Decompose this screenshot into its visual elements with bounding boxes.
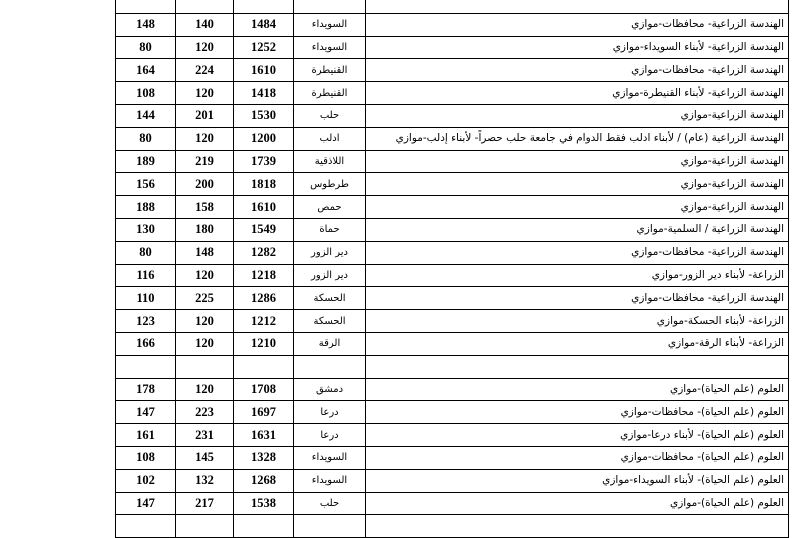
section-separator-row xyxy=(116,355,789,378)
total-score-cell: 1200 xyxy=(234,127,294,150)
total-score-cell: 1549 xyxy=(234,218,294,241)
city-cell: دير الزور xyxy=(294,241,366,264)
total-score-cell: 1610 xyxy=(234,196,294,219)
table-row xyxy=(116,196,789,219)
city-cell: حمص xyxy=(294,196,366,219)
min-score-cell: 123 xyxy=(116,310,176,333)
seats-cell: 223 xyxy=(176,401,234,424)
min-score-cell: 189 xyxy=(116,150,176,173)
program-cell: الهندسة الزراعية- محافظات-موازي xyxy=(366,59,789,82)
seats-cell: 120 xyxy=(176,378,234,401)
min-score-cell: 147 xyxy=(116,401,176,424)
program-cell: الهندسة الزراعية-موازي xyxy=(366,173,789,196)
program-cell: العلوم (علم الحياة)-موازي xyxy=(366,378,789,401)
table-row xyxy=(116,127,789,150)
program-cell xyxy=(366,355,789,378)
seats-cell: 120 xyxy=(176,82,234,105)
min-score-cell: 80 xyxy=(116,127,176,150)
program-cell: الهندسة الزراعية (عام) / لأبناء ادلب فقط الدوام في جامعة حلب حصراً- لأبناء إدلب-موازي xyxy=(366,127,789,150)
total-score-cell xyxy=(234,0,294,13)
program-cell: الهندسة الزراعية-موازي xyxy=(366,196,789,219)
min-score-cell: 80 xyxy=(116,241,176,264)
city-cell xyxy=(294,515,366,538)
seats-cell: 140 xyxy=(176,13,234,36)
min-score-cell: 130 xyxy=(116,218,176,241)
total-score-cell: 1328 xyxy=(234,446,294,469)
table-row xyxy=(116,287,789,310)
program-cell: العلوم (علم الحياة)-موازي xyxy=(366,492,789,515)
table-row xyxy=(116,218,789,241)
seats-cell: 201 xyxy=(176,104,234,127)
program-cell: الهندسة الزراعية- محافظات-موازي xyxy=(366,287,789,310)
program-cell: الزراعة- لأبناء الرقة-موازي xyxy=(366,332,789,355)
city-cell: طرطوس xyxy=(294,173,366,196)
min-score-cell xyxy=(116,0,176,13)
table-row xyxy=(116,104,789,127)
min-score-cell: 144 xyxy=(116,104,176,127)
table-row xyxy=(116,401,789,424)
program-cell: العلوم (علم الحياة)- محافظات-موازي xyxy=(366,446,789,469)
city-cell: السويداء xyxy=(294,469,366,492)
city-cell: الحسكة xyxy=(294,310,366,333)
program-cell xyxy=(366,0,789,13)
city-cell: ادلب xyxy=(294,127,366,150)
total-score-cell xyxy=(234,515,294,538)
program-cell: الهندسة الزراعية- محافظات-موازي xyxy=(366,241,789,264)
city-cell: دير الزور xyxy=(294,264,366,287)
admission-table xyxy=(115,0,789,538)
total-score-cell: 1538 xyxy=(234,492,294,515)
city-cell: حلب xyxy=(294,104,366,127)
total-score-cell: 1418 xyxy=(234,82,294,105)
table-row-partial-top xyxy=(116,0,789,13)
total-score-cell: 1530 xyxy=(234,104,294,127)
table-row xyxy=(116,446,789,469)
total-score-cell: 1631 xyxy=(234,424,294,447)
min-score-cell xyxy=(116,515,176,538)
total-score-cell: 1252 xyxy=(234,36,294,59)
seats-cell: 120 xyxy=(176,36,234,59)
seats-cell xyxy=(176,0,234,13)
total-score-cell: 1739 xyxy=(234,150,294,173)
table-row xyxy=(116,310,789,333)
table-row xyxy=(116,241,789,264)
program-cell xyxy=(366,515,789,538)
min-score-cell xyxy=(116,355,176,378)
program-cell: العلوم (علم الحياة)- لأبناء درعا-موازي xyxy=(366,424,789,447)
city-cell xyxy=(294,0,366,13)
city-cell: درعا xyxy=(294,424,366,447)
program-cell: العلوم (علم الحياة)- محافظات-موازي xyxy=(366,401,789,424)
program-cell: الهندسة الزراعية-موازي xyxy=(366,150,789,173)
total-score-cell: 1708 xyxy=(234,378,294,401)
city-cell: القنيطرة xyxy=(294,59,366,82)
seats-cell: 217 xyxy=(176,492,234,515)
seats-cell: 120 xyxy=(176,310,234,333)
seats-cell: 120 xyxy=(176,127,234,150)
table-row-partial-bottom xyxy=(116,515,789,538)
seats-cell: 145 xyxy=(176,446,234,469)
seats-cell: 200 xyxy=(176,173,234,196)
city-cell: حلب xyxy=(294,492,366,515)
table-row xyxy=(116,264,789,287)
city-cell: الحسكة xyxy=(294,287,366,310)
min-score-cell: 156 xyxy=(116,173,176,196)
min-score-cell: 108 xyxy=(116,446,176,469)
city-cell: اللاذقية xyxy=(294,150,366,173)
city-cell xyxy=(294,355,366,378)
total-score-cell: 1210 xyxy=(234,332,294,355)
min-score-cell: 80 xyxy=(116,36,176,59)
program-cell: الهندسة الزراعية / السلمية-موازي xyxy=(366,218,789,241)
table-row xyxy=(116,378,789,401)
city-cell: السويداء xyxy=(294,446,366,469)
table-row xyxy=(116,469,789,492)
table-row xyxy=(116,13,789,36)
city-cell: درعا xyxy=(294,401,366,424)
city-cell: السويداء xyxy=(294,13,366,36)
total-score-cell xyxy=(234,355,294,378)
min-score-cell: 147 xyxy=(116,492,176,515)
total-score-cell: 1697 xyxy=(234,401,294,424)
city-cell: حماة xyxy=(294,218,366,241)
seats-cell: 180 xyxy=(176,218,234,241)
total-score-cell: 1212 xyxy=(234,310,294,333)
min-score-cell: 164 xyxy=(116,59,176,82)
total-score-cell: 1484 xyxy=(234,13,294,36)
program-cell: الزراعة- لأبناء الحسكة-موازي xyxy=(366,310,789,333)
seats-cell: 231 xyxy=(176,424,234,447)
table-row xyxy=(116,59,789,82)
min-score-cell: 161 xyxy=(116,424,176,447)
total-score-cell: 1818 xyxy=(234,173,294,196)
total-score-cell: 1268 xyxy=(234,469,294,492)
table-row xyxy=(116,36,789,59)
table-row xyxy=(116,424,789,447)
table-row xyxy=(116,82,789,105)
admission-table-sheet xyxy=(115,0,788,538)
min-score-cell: 102 xyxy=(116,469,176,492)
city-cell: القنيطرة xyxy=(294,82,366,105)
seats-cell: 225 xyxy=(176,287,234,310)
program-cell: الهندسة الزراعية- محافظات-موازي xyxy=(366,13,789,36)
total-score-cell: 1218 xyxy=(234,264,294,287)
seats-cell: 120 xyxy=(176,264,234,287)
total-score-cell: 1282 xyxy=(234,241,294,264)
program-cell: العلوم (علم الحياة)- لأبناء السويداء-موازي xyxy=(366,469,789,492)
program-cell: الهندسة الزراعية- لأبناء السويداء-موازي xyxy=(366,36,789,59)
seats-cell xyxy=(176,355,234,378)
table-row xyxy=(116,173,789,196)
min-score-cell: 178 xyxy=(116,378,176,401)
seats-cell: 224 xyxy=(176,59,234,82)
seats-cell xyxy=(176,515,234,538)
table-row xyxy=(116,492,789,515)
table-row xyxy=(116,150,789,173)
program-cell: الزراعة- لأبناء دير الزور-موازي xyxy=(366,264,789,287)
min-score-cell: 108 xyxy=(116,82,176,105)
min-score-cell: 188 xyxy=(116,196,176,219)
min-score-cell: 116 xyxy=(116,264,176,287)
program-cell: الهندسة الزراعية- لأبناء القنيطرة-موازي xyxy=(366,82,789,105)
min-score-cell: 110 xyxy=(116,287,176,310)
seats-cell: 132 xyxy=(176,469,234,492)
city-cell: الرقة xyxy=(294,332,366,355)
seats-cell: 148 xyxy=(176,241,234,264)
program-cell: الهندسة الزراعية-موازي xyxy=(366,104,789,127)
seats-cell: 120 xyxy=(176,332,234,355)
min-score-cell: 166 xyxy=(116,332,176,355)
table-row xyxy=(116,332,789,355)
total-score-cell: 1286 xyxy=(234,287,294,310)
admission-table-body xyxy=(116,0,789,538)
city-cell: السويداء xyxy=(294,36,366,59)
city-cell: دمشق xyxy=(294,378,366,401)
seats-cell: 158 xyxy=(176,196,234,219)
total-score-cell: 1610 xyxy=(234,59,294,82)
seats-cell: 219 xyxy=(176,150,234,173)
min-score-cell: 148 xyxy=(116,13,176,36)
